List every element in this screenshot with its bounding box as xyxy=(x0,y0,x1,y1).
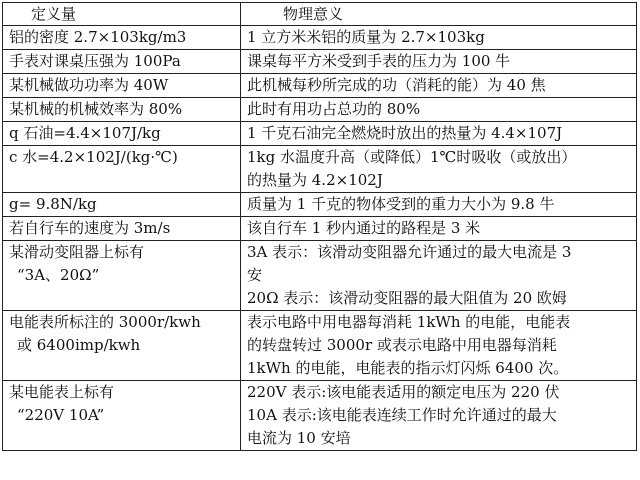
physical-meaning-text: 1 立方米米铝的质量为 2.7×103kg xyxy=(247,28,485,46)
table-row xyxy=(3,311,637,381)
table-row xyxy=(3,381,637,451)
table-row xyxy=(3,217,637,241)
physical-meaning-text: 质量为 1 千克的物体受到的重力大小为 9.8 牛 xyxy=(247,195,555,213)
defined-quantity-text: q 石油=4.4×107J/kg xyxy=(9,124,161,142)
defined-quantity-cell xyxy=(3,241,241,311)
header-defined-quantity: 定义量 xyxy=(3,3,241,26)
defined-quantity-cell xyxy=(3,146,241,193)
defined-quantity-cell xyxy=(3,193,241,217)
table-row xyxy=(3,74,637,98)
physical-meaning-cell xyxy=(241,217,637,241)
defined-quantity-text: 某滑动变阻器上标有 xyxy=(9,243,145,261)
physical-meaning-cell xyxy=(241,74,637,98)
table-row xyxy=(3,50,637,74)
physical-meaning-text: 3A 表示：该滑动变阻器允许通过的最大电流是 3 xyxy=(247,243,572,261)
physical-meaning-text: 电流为 10 安培 xyxy=(247,429,351,447)
defined-quantity-cell xyxy=(3,74,241,98)
defined-quantity-text: 铝的密度 2.7×103kg/m3 xyxy=(9,28,187,46)
table-row xyxy=(3,98,637,122)
defined-quantity-text: 某机械做功功率为 40W xyxy=(9,76,169,94)
physical-meaning-text: 此机械每秒所完成的功（消耗的能）为 40 焦 xyxy=(247,76,546,94)
defined-quantity-text: 某机械的机械效率为 80% xyxy=(9,100,183,118)
table-row xyxy=(3,193,637,217)
defined-quantity-text: 某电能表上标有 xyxy=(9,383,115,401)
physical-meaning-cell xyxy=(241,193,637,217)
header-physical-meaning: 物理意义 xyxy=(241,3,637,26)
defined-quantity-text: “220V 10A” xyxy=(17,406,105,424)
defined-quantity-text: 手表对课桌压强为 100Pa xyxy=(9,52,181,70)
physical-meaning-cell xyxy=(241,311,637,381)
table-row xyxy=(3,146,637,193)
physical-meaning-cell xyxy=(241,146,637,193)
physical-meaning-text: 此时有用功占总功的 80% xyxy=(247,100,421,118)
physical-meaning-cell xyxy=(241,98,637,122)
table-body xyxy=(3,26,637,451)
defined-quantity-text: 电能表所标注的 3000r/kwh xyxy=(9,313,201,331)
physical-meaning-text: 安 xyxy=(247,266,263,284)
defined-quantity-text: “3A、20Ω” xyxy=(17,266,100,284)
physical-meaning-text: 20Ω 表示：该滑动变阻器的最大阻值为 20 欧姆 xyxy=(247,289,567,307)
defined-quantity-cell xyxy=(3,122,241,146)
defined-quantity-cell xyxy=(3,26,241,50)
defined-quantity-cell xyxy=(3,381,241,451)
physical-meaning-text: 1 千克石油完全燃烧时放出的热量为 4.4×107J xyxy=(247,124,563,142)
physical-meaning-text: 220V 表示:该电能表适用的额定电压为 220 伏 xyxy=(247,383,560,401)
defined-quantity-text: c 水=4.2×102J/(kg·℃) xyxy=(9,148,178,166)
defined-quantity-cell xyxy=(3,50,241,74)
physical-meaning-text: 课桌每平方米受到手表的压力为 100 牛 xyxy=(247,52,511,70)
physical-meaning-text: 的转盘转过 3000r 或表示电路中用电器每消耗 xyxy=(247,336,557,354)
physics-definition-table-document xyxy=(2,2,636,451)
definition-table xyxy=(2,2,637,451)
physical-meaning-cell xyxy=(241,122,637,146)
physical-meaning-cell xyxy=(241,381,637,451)
physical-meaning-text: 1kWh 的电能，电能表的指示灯闪烁 6400 次。 xyxy=(247,359,569,377)
physical-meaning-cell xyxy=(241,26,637,50)
table-row xyxy=(3,26,637,50)
physical-meaning-cell xyxy=(241,50,637,74)
physical-meaning-cell xyxy=(241,241,637,311)
defined-quantity-text: g= 9.8N/kg xyxy=(9,195,97,213)
defined-quantity-cell xyxy=(3,311,241,381)
defined-quantity-cell xyxy=(3,217,241,241)
physical-meaning-text: 10A 表示:该电能表连续工作时允许通过的最大 xyxy=(247,406,557,424)
defined-quantity-text: 若自行车的速度为 3m/s xyxy=(9,219,171,237)
table-row xyxy=(3,122,637,146)
physical-meaning-text: 的热量为 4.2×102J xyxy=(247,171,383,189)
defined-quantity-text: 或 6400imp/kwh xyxy=(17,336,141,354)
physical-meaning-text: 1kg 水温度升高（或降低）1℃时吸收（或放出） xyxy=(247,148,577,166)
table-row xyxy=(3,241,637,311)
defined-quantity-cell xyxy=(3,98,241,122)
physical-meaning-text: 该自行车 1 秒内通过的路程是 3 米 xyxy=(247,219,481,237)
physical-meaning-text: 表示电路中用电器每消耗 1kWh 的电能，电能表 xyxy=(247,313,571,331)
table-header-row xyxy=(3,3,637,26)
